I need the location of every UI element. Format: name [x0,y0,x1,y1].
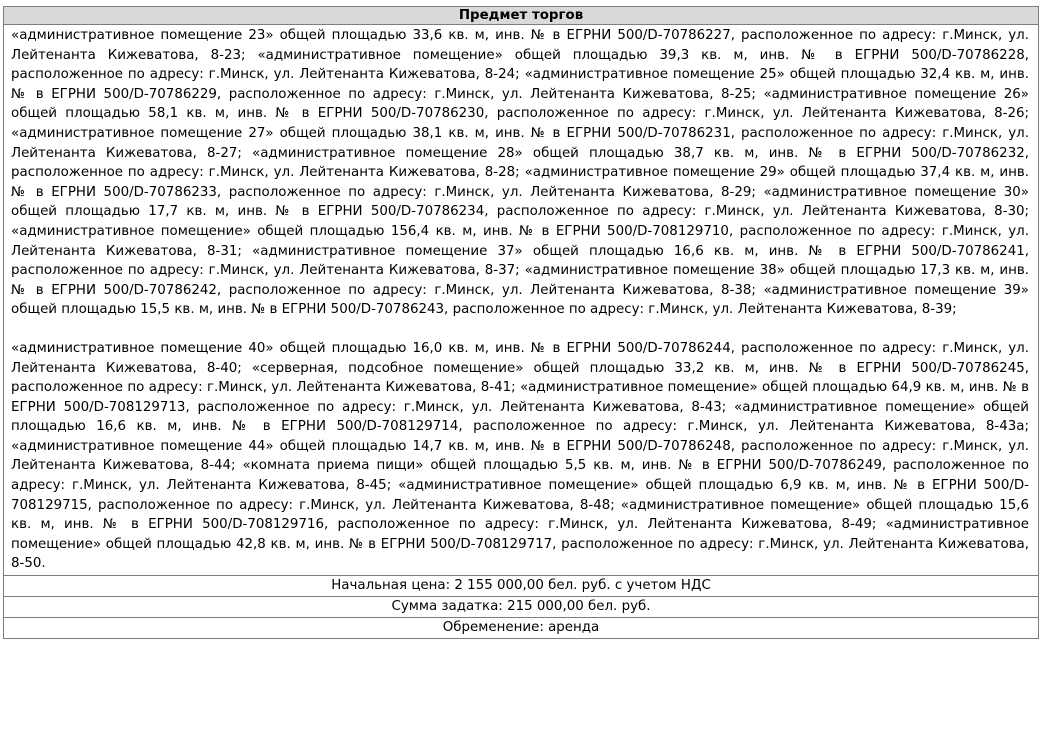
encumbrance-row [4,618,1039,639]
deposit-row [4,597,1039,618]
lot-description [4,25,1039,576]
lot-details-table [3,6,1039,639]
description-row [4,25,1039,576]
description-paragraph: «административное помещение 23» общей площадью 33,6 кв. м, инв. № в ЕГРНИ 500/D-70786227, расположенное по адресу: г.Минск, ул. Лейтенанта Кижеватова, 8-23; «административное помещение» общей площадью 39,3 кв. м, инв. № в ЕГРНИ 500/D-70786228, расположенное по адресу: г.Минск, ул. Лейтенанта Кижеватова, 8-24; «административное помещение 25» общей площадью 32,4 кв. м, инв. № в ЕГРНИ 500/D-70786229, расположенное по адресу: г.Минск, ул. Лейтенанта Кижеватова, 8-25; «административное помещение 26» общей площадью 58,1 кв. м, инв. № в ЕГРНИ 500/D-70786230, расположенное по адресу: г.Минск, ул. Лейтенанта Кижеватова, 8-26; «административное помещение 27» общей площадью 38,1 кв. м, инв. № в ЕГРНИ 500/D-70786231, расположенное по адресу: г.Минск, ул. Лейтенанта Кижеватова, 8-27; «административное помещение 28» общей площадью 38,7 кв. м, инв. № в ЕГРНИ 500/D-70786232, расположенное по адресу: г.Минск, ул. Лейтенанта Кижеватова, 8-28; «административное помещение 29» общей площадью 37,4 кв. м, инв. № в ЕГРНИ 500/D-70786233, расположенное по адресу: г.Минск, ул. Лейтенанта Кижеватова, 8-29; «административное помещение 30» общей площадью 17,7 кв. м, инв. № в ЕГРНИ 500/D-70786234, расположенное по адресу: г.Минск, ул. Лейтенанта Кижеватова, 8-30; «административное помещение» общей площадью 156,4 кв. м, инв. № в ЕГРНИ 500/D-708129710, расположенное по адресу: г.Минск, ул. Лейтенанта Кижеватова, 8-31; «административное помещение 37» общей площадью 16,6 кв. м, инв. № в ЕГРНИ 500/D-70786241, расположенное по адресу: г.Минск, ул. Лейтенанта Кижеватова, 8-37; «административное помещение 38» общей площадью 17,3 кв. м, инв. № в ЕГРНИ 500/D-70786242, расположенное по адресу: г.Минск, ул. Лейтенанта Кижеватова, 8-38; «административное помещение 39» общей площадью 15,5 кв. м, инв. № в ЕГРНИ 500/D-70786243, расположенное по адресу: г.Минск, ул. Лейтенанта Кижеватова, 8-39; [11,28,1029,318]
deposit-amount: Сумма задатка: 215 000,00 бел. руб. [4,597,1039,618]
table-header-row [4,7,1039,25]
description-paragraph: «административное помещение 40» общей площадью 16,0 кв. м, инв. № в ЕГРНИ 500/D-70786244, расположенное по адресу: г.Минск, ул. Лейтенанта Кижеватова, 8-40; «серверная, подсобное помещение» общей площадью 33,2 кв. м, инв. № в ЕГРНИ 500/D-70786245, расположенное по адресу: г.Минск, ул. Лейтенанта Кижеватова, 8-41; «административное помещение» общей площадью 64,9 кв. м, инв. № в ЕГРНИ 500/D-708129713, расположенное по адресу: г.Минск, ул. Лейтенанта Кижеватова, 8-43; «административное помещение» общей площадью 16,6 кв. м, инв. № в ЕГРНИ 500/D-708129714, расположенное по адресу: г.Минск, ул. Лейтенанта Кижеватова, 8-43а; «административное помещение 44» общей площадью 14,7 кв. м, инв. № в ЕГРНИ 500/D-70786248, расположенное по адресу: г.Минск, ул. Лейтенанта Кижеватова, 8-44; «комната приема пищи» общей площадью 5,5 кв. м, инв. № в ЕГРНИ 500/D-70786249, расположенное по адресу: г.Минск, ул. Лейтенанта Кижеватова, 8-45; «административное помещение» общей площадью 6,9 кв. м, инв. № в ЕГРНИ 500/D-708129715, расположенное по адресу: г.Минск, ул. Лейтенанта Кижеватова, 8-48; «административное помещение» общей площадью 15,6 кв. м, инв. № в ЕГРНИ 500/D-708129716, расположенное по адресу: г.Минск, ул. Лейтенанта Кижеватова, 8-49; «административное помещение» общей площадью 42,8 кв. м, инв. № в ЕГРНИ 500/D-708129717, расположенное по адресу: г.Минск, ул. Лейтенанта Кижеватова, 8-50. [11,340,1029,572]
encumbrance: Обременение: аренда [4,618,1039,639]
start-price-row [4,576,1039,597]
start-price: Начальная цена: 2 155 000,00 бел. руб. с учетом НДС [4,576,1039,597]
section-title: Предмет торгов [4,7,1039,25]
